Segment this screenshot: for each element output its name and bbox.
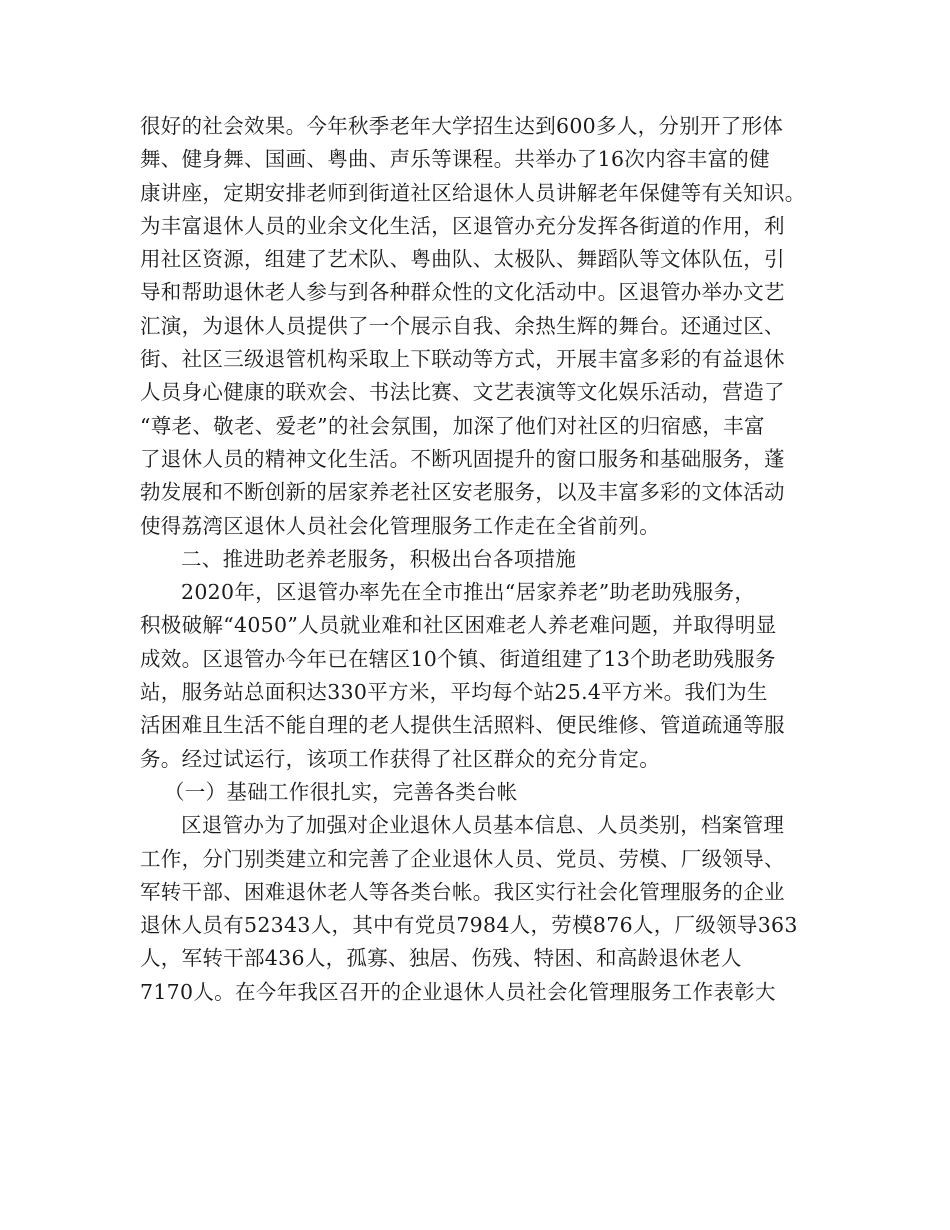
text-line: 活困难且生活不能自理的老人提供生活照料、便民维修、管道疏通等服 [140, 713, 785, 738]
text-line: 站，服务站总面积达330平方米，平均每个站25.4平方米。我们为生 [140, 680, 768, 705]
text-line: 区退管办为了加强对企业退休人员基本信息、人员类别，档案管理 [181, 813, 785, 838]
text-line: 7170人。在今年我区召开的企业退休人员社会化管理服务工作表彰大 [140, 979, 776, 1004]
text-line: 汇演，为退休人员提供了一个展示自我、余热生辉的舞台。还通过区、 [140, 313, 785, 338]
text-line: 2020年，区退管办率先在全市推出“居家养老”助老助残服务， [181, 580, 756, 605]
text-line: 人，军转干部436人，孤寡、独居、伤残、特困、和高龄退休老人 [140, 946, 742, 971]
paragraph-elderly-services [140, 576, 820, 776]
text-line: 勃发展和不断创新的居家养老社区安老服务，以及丰富多彩的文体活动 [140, 480, 785, 505]
subsection-heading [140, 776, 820, 809]
text-line: 导和帮助退休老人参与到各种群众性的文化活动中。区退管办举办文艺 [140, 280, 785, 305]
section-heading [140, 543, 820, 576]
text-line: 使得荔湾区退休人员社会化管理服务工作走在全省前列。 [140, 513, 660, 538]
text-line: 积极破解“4050”人员就业难和社区困难老人养老难问题，并取得明显 [140, 613, 777, 638]
text-line: 退休人员有52343人，其中有党员7984人，劳模876人，厂级领导363 [140, 913, 798, 938]
text-line: 了退休人员的精神文化生活。不断巩固提升的窗口服务和基础服务，蓬 [140, 446, 785, 471]
heading-line: （一）基础工作很扎实，完善各类台帐 [164, 779, 518, 804]
text-line: 舞、健身舞、国画、粤曲、声乐等课程。共举办了16次内容丰富的健 [140, 147, 770, 172]
text-line: 用社区资源，组建了艺术队、粤曲队、太极队、舞蹈队等文体队伍，引 [140, 247, 785, 272]
text-line: 务。经过试运行，该项工作获得了社区群众的充分肯定。 [140, 746, 660, 771]
text-line: 街、社区三级退管机构采取上下联动等方式，开展丰富多彩的有益退休 [140, 347, 785, 372]
text-line: 很好的社会效果。今年秋季老年大学招生达到600多人，分别开了形体 [140, 114, 784, 138]
text-line: 军转干部、困难退休老人等各类台帐。我区实行社会化管理服务的企业 [140, 879, 785, 904]
text-line: 成效。区退管办今年已在辖区10个镇、街道组建了13个助老助残服务 [140, 646, 776, 671]
text-line: 康讲座，定期安排老师到街道社区给退休人员讲解老年保健等有关知识。 [140, 180, 806, 205]
document-page [140, 110, 820, 1009]
heading-line: 二、推进助老养老服务，积极出台各项措施 [181, 546, 577, 571]
text-line: “尊老、敬老、爱老”的社会氛围，加深了他们对社区的归宿感，丰富 [140, 413, 765, 438]
text-line: 工作，分门别类建立和完善了企业退休人员、党员、劳模、厂级领导、 [140, 846, 785, 871]
text-line: 人员身心健康的联欢会、书法比赛、文艺表演等文化娱乐活动，营造了 [140, 380, 785, 405]
paragraph-records [140, 809, 820, 1009]
text-line: 为丰富退休人员的业余文化生活，区退管办充分发挥各街道的作用，利 [140, 213, 785, 238]
paragraph-cultural-activities [140, 110, 820, 543]
